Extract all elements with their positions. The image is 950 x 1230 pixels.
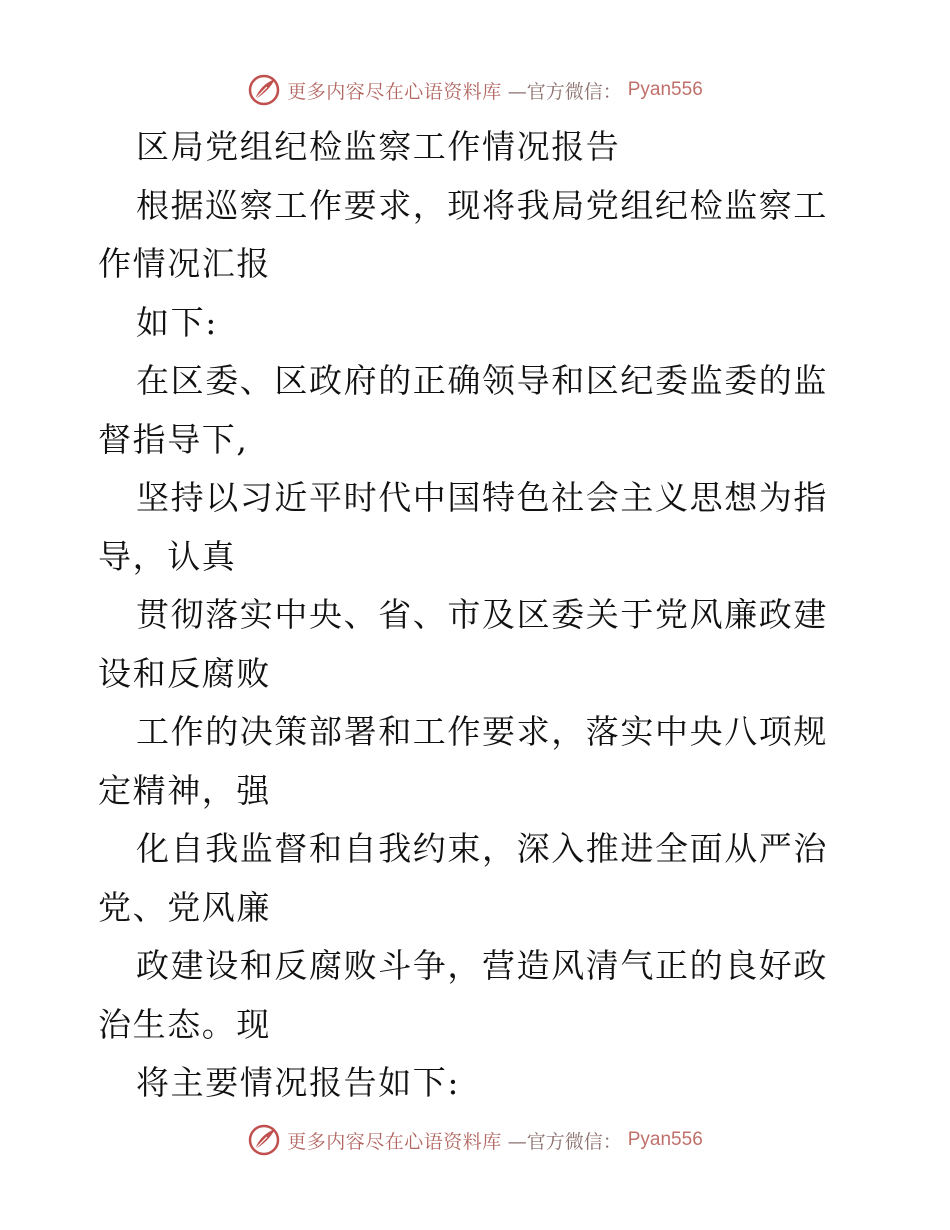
watermark-separator: —官方微信： bbox=[507, 1130, 622, 1153]
watermark-ad-text: 更多内容尽在心语资料库 bbox=[287, 1130, 502, 1153]
watermark-wechat-id: Pyan556 bbox=[627, 79, 703, 100]
paragraph-line: 将主要情况报告如下: bbox=[136, 1063, 461, 1102]
watermark-ad-text: 更多内容尽在心语资料库 bbox=[287, 80, 502, 103]
document-title: 区局党组纪检监察工作情况报告 bbox=[136, 127, 621, 166]
paragraph-line: 根据巡察工作要求，现将我局党组纪检监察工作情况汇报 bbox=[98, 185, 828, 283]
paragraph-line: 工作的决策部署和工作要求，落实中央八项规定精神，强 bbox=[98, 712, 828, 810]
paragraph-line: 贯彻落实中央、省、市及区委关于党风廉政建设和反腐败 bbox=[98, 595, 828, 693]
watermark-separator: —官方微信： bbox=[507, 80, 622, 103]
watermark-wechat-id: Pyan556 bbox=[627, 1129, 703, 1150]
document-body bbox=[98, 118, 858, 1113]
watermark-banner-bottom bbox=[0, 1120, 950, 1160]
paragraph-line: 坚持以习近平时代中国特色社会主义思想为指导，认真 bbox=[98, 478, 828, 576]
paragraph-line: 政建设和反腐败斗争，营造风清气正的良好政治生态。现 bbox=[98, 946, 828, 1044]
paragraph-line: 如下: bbox=[136, 302, 218, 342]
feather-pen-logo-icon bbox=[247, 73, 281, 107]
paragraph-line: 化自我监督和自我约束，深入推进全面从严治党、党风廉 bbox=[98, 829, 828, 927]
watermark-banner-top bbox=[0, 70, 950, 110]
paragraph-line: 在区委、区政府的正确领导和区纪委监委的监督指导下, bbox=[98, 361, 828, 459]
feather-pen-logo-icon bbox=[247, 1123, 281, 1157]
